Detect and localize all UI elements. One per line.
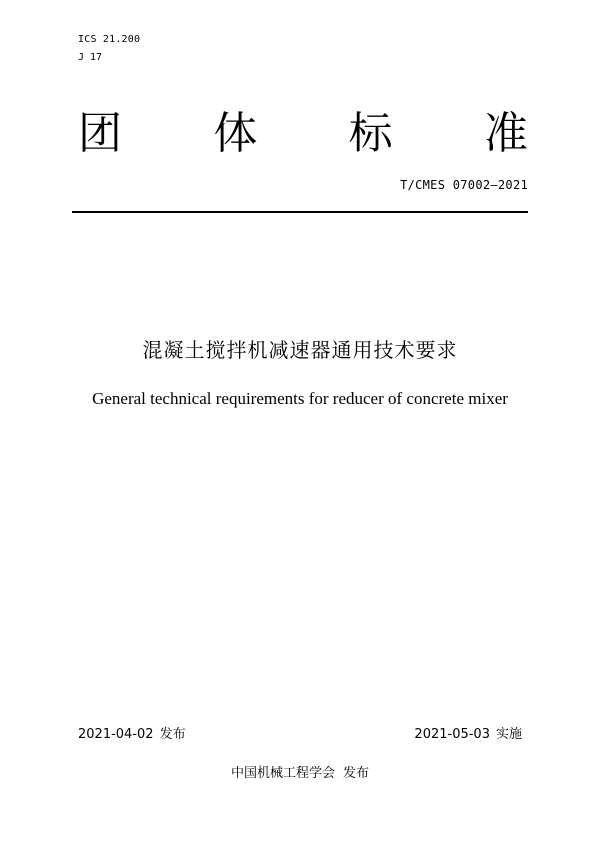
- standard-type-char: 准: [483, 108, 528, 159]
- document-title-english: General technical requirements for reducer of concrete mixer: [92, 389, 508, 408]
- standard-type-char: 团: [78, 108, 122, 159]
- standard-type-char: 体: [213, 108, 258, 159]
- header-divider: [72, 211, 528, 213]
- publisher-name: 中国机械工程学会: [230, 766, 335, 781]
- publish-date-line: [78, 727, 186, 743]
- standard-type-char: 标: [348, 108, 393, 159]
- publisher-label: 发布: [343, 766, 370, 781]
- publish-date: 2021-04-02: [78, 727, 154, 742]
- implement-label: 实施: [495, 727, 522, 742]
- publisher-line: [0, 765, 600, 783]
- standard-number: T/CMES 07002—2021: [400, 178, 528, 192]
- implement-date: 2021-05-03: [414, 727, 490, 742]
- implement-date-line: [414, 727, 522, 743]
- publish-label: 发布: [159, 727, 186, 742]
- ics-code: ICS 21.200: [78, 34, 141, 45]
- standard-type-heading: [78, 104, 528, 164]
- ccs-code: J 17: [78, 52, 103, 63]
- document-title-chinese: 混凝土搅拌机减速器通用技术要求: [142, 338, 458, 362]
